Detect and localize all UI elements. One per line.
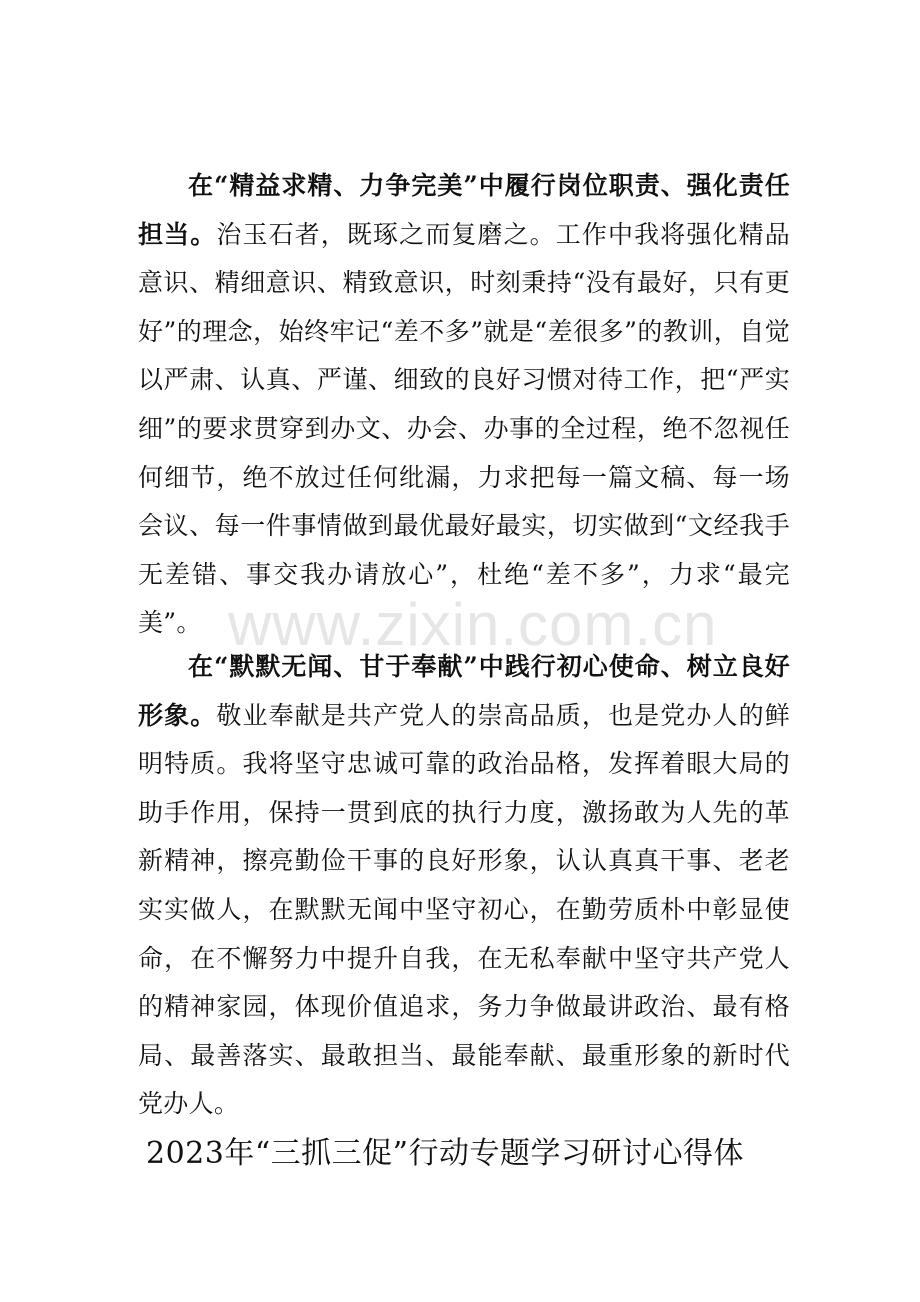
watermark: www.zixin.com.cn: [228, 591, 718, 658]
next-section-title: 2023年“三抓三促”行动专题学习研讨心得体: [146, 1136, 745, 1171]
paragraph-1-body: 治玉石者，既琢之而复磨之。工作中我将强化精品意识、精细意识、精致意识，时刻秉持“没有最好，只有更好”的理念，始终牢记“差不多”就是“差很多”的教训，自觉以严肃、认真、严谨、细致的良好习惯对待工作，把“严实细”的要求贯穿到办文、办会、办事的全过程，绝不忽视任何细节，绝不放过任何纰漏，力求把每一篇文稿、每一场会议、每一件事情做到最优最好最实，切实做到“文经我手无差错、事交我办请放心”，杜绝“差不多”，力求“最完美”。: [138, 219, 790, 638]
paragraph-1: [138, 162, 790, 648]
paragraph-2: [138, 643, 790, 1129]
paragraph-2-body: 敬业奉献是共产党人的崇高品质，也是党办人的鲜明特质。我将坚守忠诚可靠的政治品格，发挥着眼大局的助手作用，保持一贯到底的执行力度，激扬敢为人先的革新精神，擦亮勤俭干事的良好形象，认认真真干事、老老实实做人，在默默无闻中坚守初心，在勤劳质朴中彰显使命，在不懈努力中提升自我，在无私奉献中坚守共产党人的精神家园，体现价值追求，务力争做最讲政治、最有格局、最善落实、最敢担当、最能奉献、最重形象的新时代党办人。: [138, 700, 790, 1119]
paragraph-1-lead: 在“精益求精、力争完美”中履行岗位职责、强化责任担当。: [138, 171, 790, 249]
paragraph-2-lead: 在“默默无闻、甘于奉献”中践行初心使命、树立良好形象。: [138, 652, 790, 730]
